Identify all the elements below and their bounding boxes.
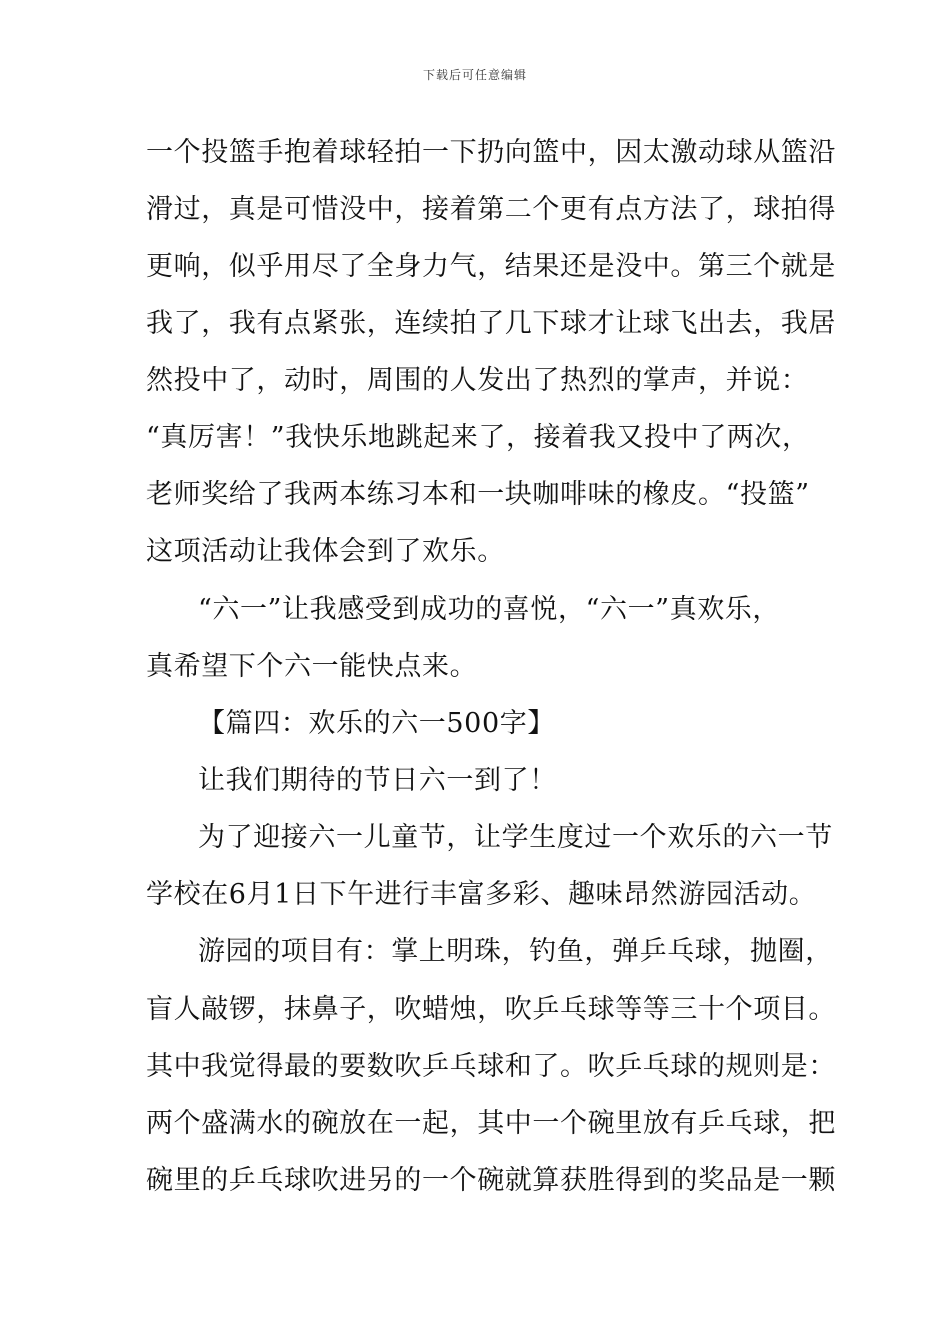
body-line: 一个投篮手抱着球轻拍一下扔向篮中，因太激动球从篮沿 [146,137,836,168]
body-line: 老师奖给了我两本练习本和一块咖啡味的橡皮。“投篮” [146,479,810,510]
body-line: “真厉害！”我快乐地跳起来了，接着我又投中了两次， [146,422,810,453]
paragraph-first-line: 让我们期待的节日六一到了！ [198,765,557,796]
body-line: 滑过，真是可惜没中，接着第二个更有点方法了，球拍得 [146,194,836,225]
body-line: 学校在6月1日下午进行丰富多彩、趣味昂然游园活动。 [146,879,817,910]
body-line: 我了，我有点紧张，连续拍了几下球才让球飞出去，我居 [146,308,836,339]
paragraph-first-line: “六一”让我感受到成功的喜悦，“六一”真欢乐， [198,594,781,625]
paragraph-first-line: 游园的项目有：掌上明珠，钓鱼，弹乒乓球，抛圈， [198,936,833,967]
body-line: 盲人敲锣，抹鼻子，吹蜡烛，吹乒乓球等等三十个项目。 [146,994,836,1025]
body-line: 这项活动让我体会到了欢乐。 [146,536,505,567]
page-header: 下载后可任意编辑 [422,68,527,82]
section-heading: 【篇四：欢乐的六一500字】 [198,708,555,739]
body-line: 碗里的乒乓球吹进另的一个碗就算获胜得到的奖品是一颗 [146,1165,836,1196]
body-line: 更响，似乎用尽了全身力气，结果还是没中。第三个就是 [146,251,836,282]
body-line: 两个盛满水的碗放在一起，其中一个碗里放有乒乓球，把 [146,1108,836,1139]
body-line: 然投中了，动时，周围的人发出了热烈的掌声，并说： [146,365,809,396]
body-line: 其中我觉得最的要数吹乒乓球和了。吹乒乓球的规则是： [146,1051,836,1082]
paragraph-first-line: 为了迎接六一儿童节，让学生度过一个欢乐的六一节 [198,822,833,853]
body-line: 真希望下个六一能快点来。 [146,651,478,682]
